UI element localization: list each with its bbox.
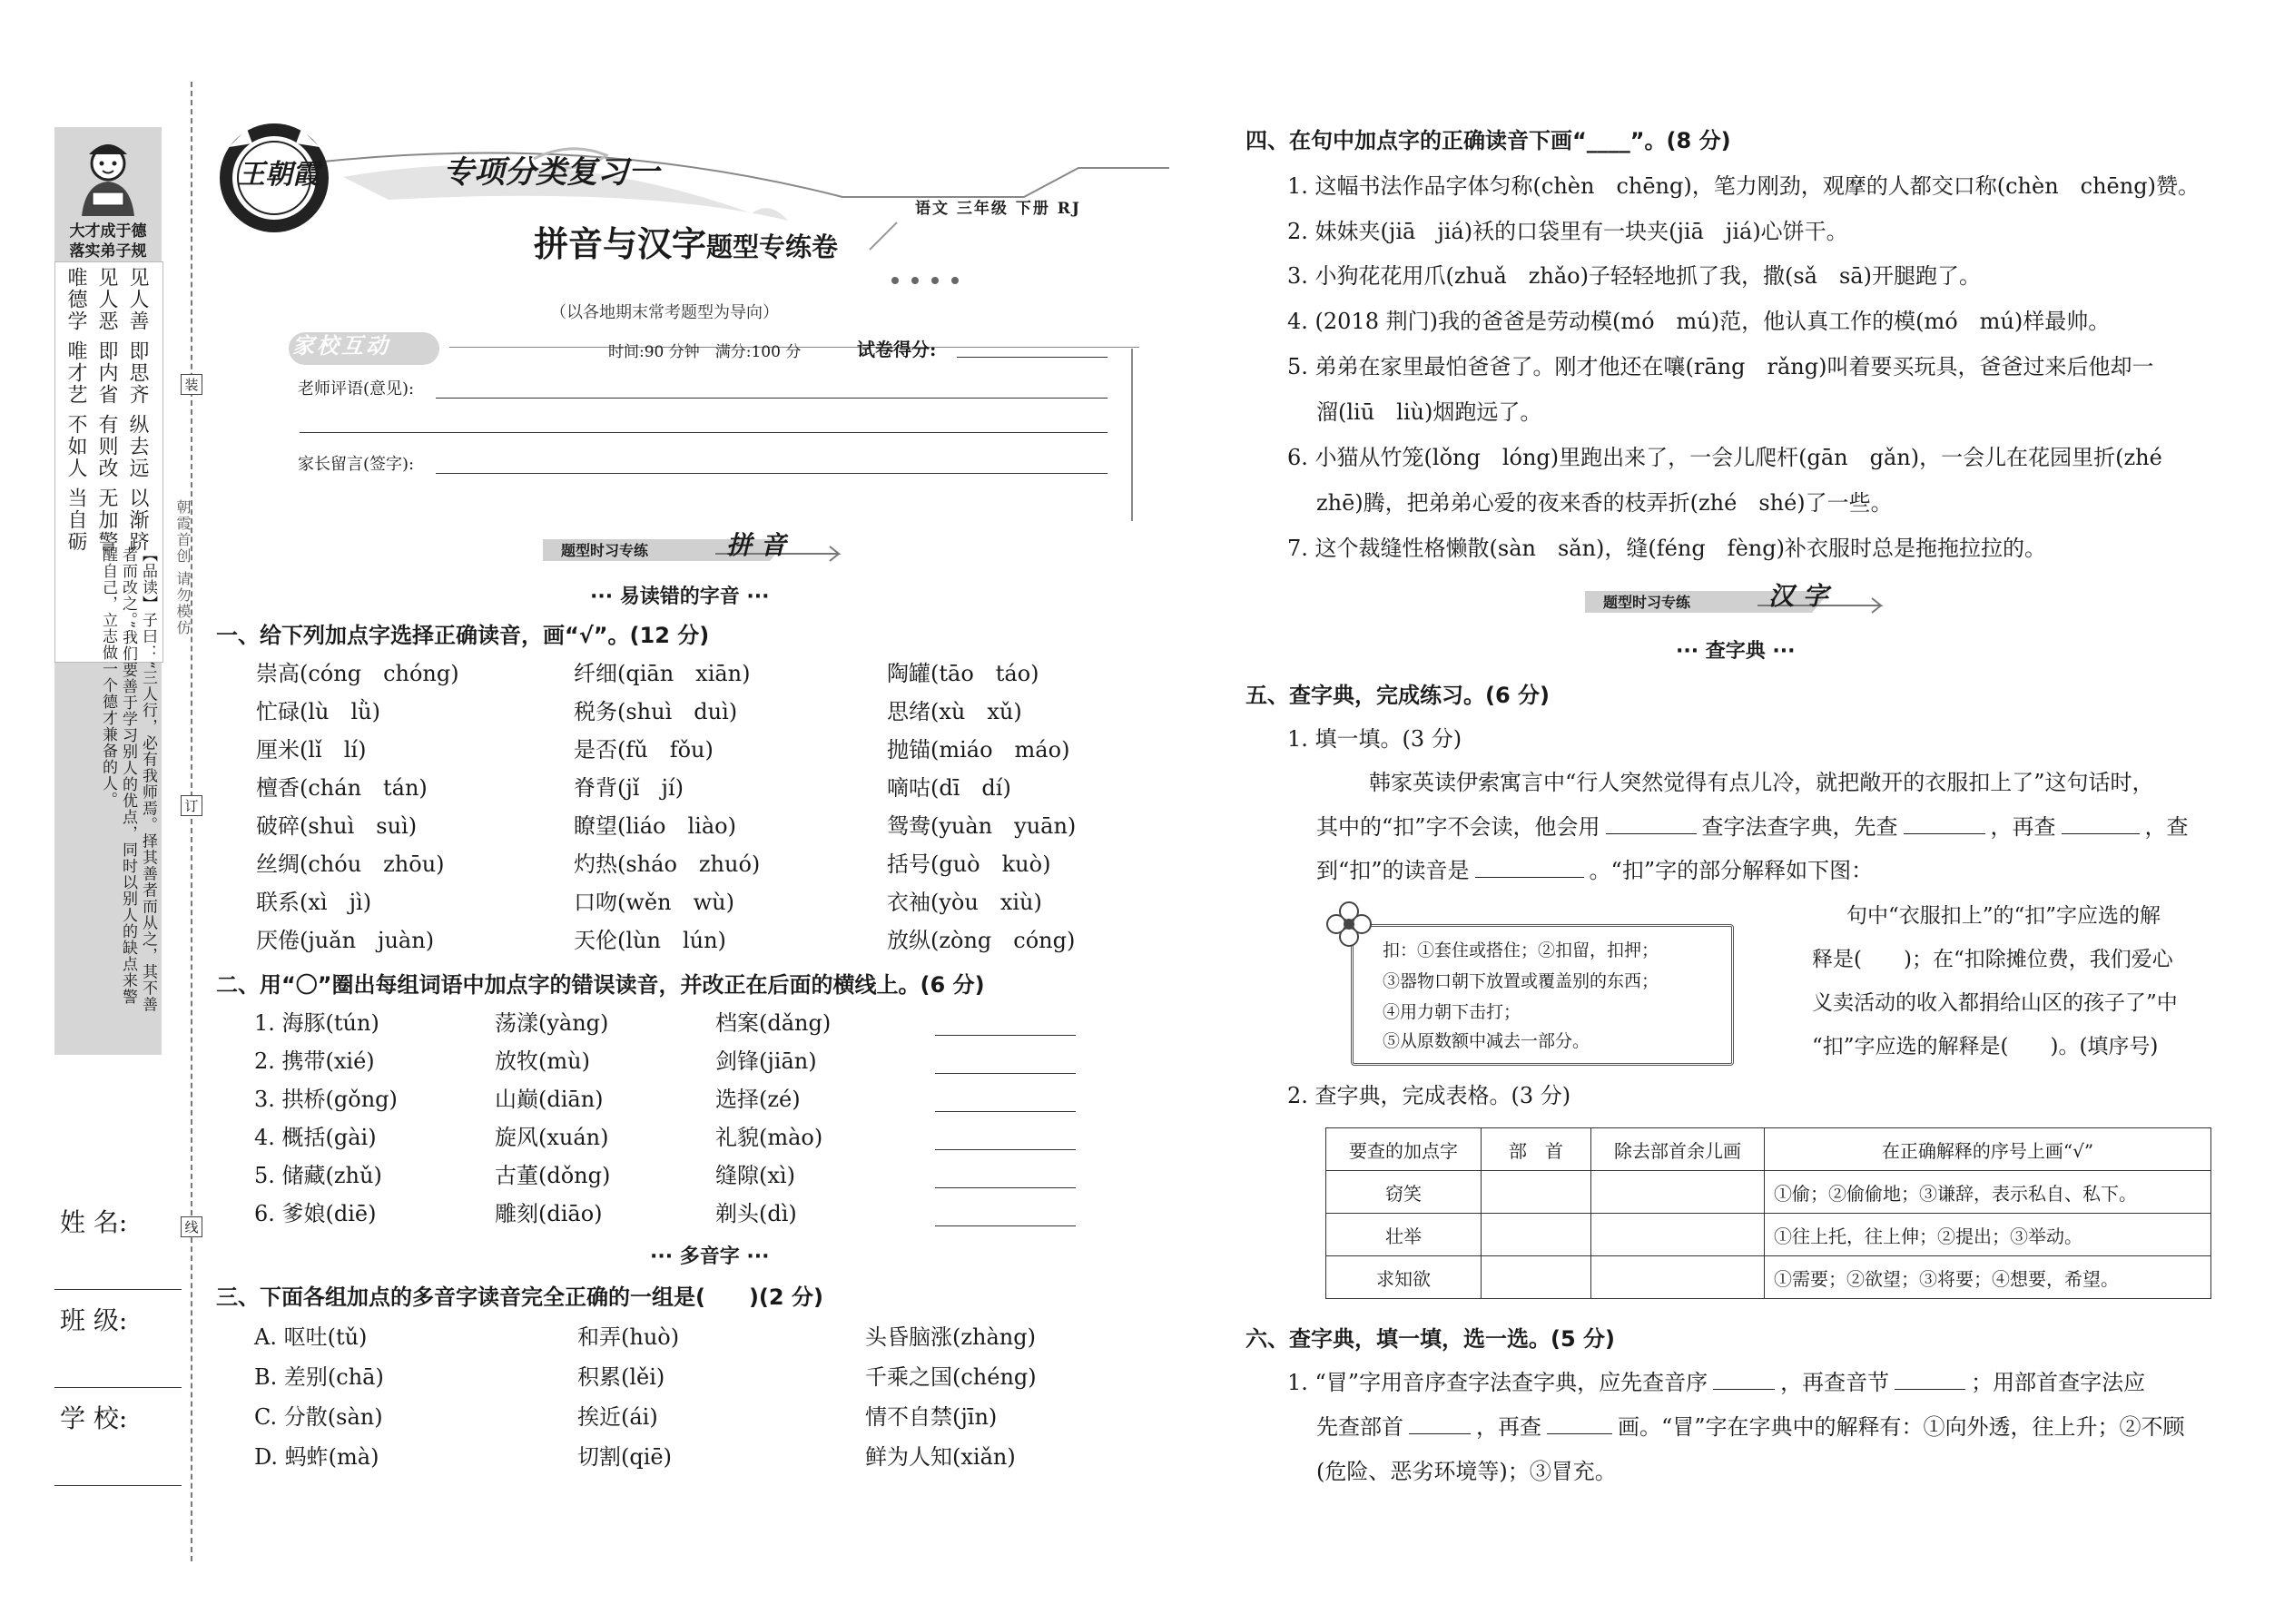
brand-logo-text: 王朝霞 bbox=[238, 159, 320, 191]
scholar-mascot-icon bbox=[73, 136, 143, 218]
q4-line[interactable]: zhē)腾，把弟弟心爱的夜来香的枝弄折(zhé shé)了一些。 bbox=[1316, 490, 1893, 516]
grade-meta: 语文 三年级 下册 RJ bbox=[915, 200, 1081, 218]
q4-line[interactable]: 3. 小狗花花用爪(zhuǎ zhǎo)子轻轻地抓了我，撒(sǎ sā)开腿跑了。 bbox=[1287, 263, 1981, 289]
motto-column: 见人善 即思齐 纵去远 以渐跻 bbox=[126, 267, 149, 553]
q2-item[interactable]: 3. 拱桥(gǒng) bbox=[254, 1087, 398, 1112]
q1-item[interactable]: 檀香(chán tán) bbox=[256, 775, 428, 801]
q5-paragraph: 其中的“扣”字不会读，他会用 查字法查字典，先查 ，再查 ，查 bbox=[1316, 814, 2189, 840]
parent-note-field[interactable] bbox=[436, 473, 1108, 474]
q1-item[interactable]: 丝绸(chóu zhōu) bbox=[256, 851, 445, 877]
table-row bbox=[1326, 1256, 2211, 1299]
definition-line: ③器物口朝下放置或覆盖别的东西； bbox=[1383, 971, 1659, 991]
q3-option: 情不自禁(jīn) bbox=[865, 1404, 998, 1430]
series-title: 专项分类复习一 bbox=[443, 154, 659, 191]
motto-line: 大才成于德 bbox=[69, 222, 147, 241]
table-cell-word: 求知欲 bbox=[1326, 1256, 1482, 1299]
band-tag: 题型时习专练 bbox=[561, 542, 649, 559]
q1-item[interactable]: 陶罐(tāo táo) bbox=[887, 661, 1039, 686]
q2-item[interactable]: 剃头(dì) bbox=[715, 1201, 797, 1226]
band-tag: 题型时习专练 bbox=[1603, 594, 1691, 611]
table-row bbox=[1326, 1171, 2211, 1214]
q5-paragraph: 韩家英读伊索寓言中“行人突然觉得有点儿冷，就把敞开的衣服扣上了”这句话时， bbox=[1369, 770, 2154, 795]
q1-item[interactable]: 灼热(sháo zhuó) bbox=[574, 851, 761, 877]
definition-line: ⑤从原数额中减去一部分。 bbox=[1383, 1031, 1590, 1051]
q1-item[interactable]: 脊背(jǐ jí) bbox=[574, 775, 684, 801]
q2-item[interactable]: 5. 储藏(zhǔ) bbox=[254, 1163, 382, 1188]
q2-item[interactable]: 荡漾(yàng) bbox=[495, 1010, 609, 1036]
cut-mark: 订 bbox=[181, 795, 202, 816]
answer-blank[interactable] bbox=[2062, 813, 2140, 834]
table-cell-word: 窃笑 bbox=[1326, 1171, 1482, 1214]
q1-item[interactable]: 纤细(qiān xiān) bbox=[574, 661, 751, 686]
table-cell-input[interactable] bbox=[1591, 1171, 1765, 1214]
jiaxiao-badge: 家校互动 bbox=[292, 333, 390, 359]
q1-item[interactable]: 瞭望(liáo liào) bbox=[574, 813, 736, 839]
page-title: 拼音与汉字题型专练卷 bbox=[534, 224, 839, 264]
pinde-text: 【品读】子曰：“三人行，必有我师焉。择其善者而从之，其不善者而改之。”我们要善于学习别人的优点，同时以别人的缺点来警醒自己，立志做一个德才兼备的人。 bbox=[99, 546, 157, 1013]
sub-heading: ··· 易读错的字音 ··· bbox=[590, 586, 770, 608]
table-header-cell: 部 首 bbox=[1482, 1128, 1591, 1171]
q3-option[interactable]: D. 蚂蚱(mà) bbox=[254, 1444, 379, 1470]
q1-item[interactable]: 嘀咕(dī dí) bbox=[887, 775, 1011, 801]
name-label: 姓 名: bbox=[60, 1207, 128, 1237]
q5-title: 五、查字典，完成练习。(6 分) bbox=[1245, 683, 1550, 708]
q4-line[interactable]: 1. 这幅书法作品字体匀称(chèn chēng)，笔力刚劲，观摩的人都交口称(chèn chēng)赞。 bbox=[1287, 173, 2200, 199]
q4-line[interactable]: 7. 这个裁缝性格懒散(sàn sǎn)，缝(féng fèng)补衣服时总是拖拖拉拉的。 bbox=[1287, 536, 2046, 561]
answer-blank[interactable] bbox=[1713, 1369, 1775, 1390]
q1-item[interactable]: 忙碌(lù lǜ) bbox=[256, 699, 380, 724]
cut-line bbox=[191, 82, 192, 1561]
q2-answer-line[interactable] bbox=[935, 1187, 1076, 1188]
q6-line: 先查部首 ，再查 画。“冒”字在字典中的解释有：①向外透，往上升；②不顾 bbox=[1316, 1414, 2185, 1440]
motto-column: 见人恶 即内省 有则改 无加警 bbox=[95, 267, 118, 553]
q5-part1: 1. 填一填。(3 分) bbox=[1287, 726, 1462, 752]
q1-title: 一、给下列加点字选择正确读音，画“√”。(12 分) bbox=[216, 623, 710, 648]
q6-title: 六、查字典，填一填，选一选。(5 分) bbox=[1245, 1326, 1615, 1352]
table-header-row bbox=[1326, 1128, 2211, 1171]
q1-item[interactable]: 崇高(cóng chóng) bbox=[256, 661, 459, 686]
q1-item[interactable]: 括号(guò kuò) bbox=[887, 851, 1051, 877]
table-cell-input[interactable] bbox=[1482, 1256, 1591, 1299]
q1-grid bbox=[256, 660, 1100, 969]
motto-line: 落实弟子规 bbox=[69, 242, 147, 261]
q1-item[interactable]: 联系(xì jì) bbox=[256, 890, 372, 915]
teacher-comment-label: 老师评语(意见): bbox=[298, 379, 415, 399]
q1-item[interactable]: 厘米(lǐ lí) bbox=[256, 737, 367, 763]
q1-item[interactable]: 衣袖(yòu xiù) bbox=[887, 890, 1042, 915]
q3-option: 和弄(huò) bbox=[577, 1324, 680, 1350]
table-header-cell: 在正确解释的序号上画“√” bbox=[1765, 1128, 2211, 1171]
answer-blank[interactable] bbox=[1895, 1369, 1965, 1390]
q2-item[interactable]: 选择(zé) bbox=[715, 1087, 801, 1112]
q1-item[interactable]: 是否(fǔ fǒu) bbox=[574, 737, 714, 763]
cut-mark: 线 bbox=[181, 1216, 202, 1237]
q3-option: 切割(qiē) bbox=[577, 1444, 672, 1470]
q2-answer-line[interactable] bbox=[935, 1111, 1076, 1112]
q3-option: 挨近(ái) bbox=[577, 1404, 658, 1430]
q1-item[interactable]: 思绪(xù xǔ) bbox=[887, 699, 1022, 724]
teacher-comment-field[interactable] bbox=[436, 398, 1108, 399]
sub-heading: ··· 查字典 ··· bbox=[1676, 640, 1796, 663]
name-field[interactable] bbox=[54, 1289, 182, 1290]
guide-note: （以各地期末常考题型为导向） bbox=[550, 303, 779, 322]
q1-item[interactable]: 天伦(lùn lún) bbox=[574, 928, 726, 953]
q1-item[interactable]: 放纵(zòng cóng) bbox=[887, 928, 1076, 953]
q2-grid bbox=[254, 1009, 1089, 1245]
table-cell-input[interactable] bbox=[1591, 1256, 1765, 1299]
table-cell-options[interactable]: ①往上托，往上伸；②提出；③举动。 bbox=[1765, 1214, 2211, 1256]
q5-paragraph: 到“扣”的读音是 。“扣”字的部分解释如下图： bbox=[1316, 858, 1874, 883]
q4-line[interactable]: 2. 妹妹夹(jiā jiá)袄的口袋里有一块夹(jiā jiá)心饼干。 bbox=[1287, 219, 1848, 244]
q3-option: 积累(lěi) bbox=[577, 1364, 665, 1390]
q2-item[interactable]: 山巅(diān) bbox=[495, 1087, 604, 1112]
q3-title: 三、下面各组加点的多音字读音完全正确的一组是( )(2 分) bbox=[216, 1284, 823, 1310]
q6-line: 1. “冒”字用音序查字法查字典，应先查音序 ，再查音节 ；用部首查字法应 bbox=[1287, 1370, 2146, 1395]
q2-item[interactable]: 放牧(mù) bbox=[495, 1048, 590, 1074]
q2-item[interactable]: 6. 爹娘(diē) bbox=[254, 1201, 377, 1226]
q3-option[interactable]: C. 分散(sàn) bbox=[254, 1404, 383, 1430]
q1-item[interactable]: 厌倦(juǎn juàn) bbox=[256, 928, 435, 953]
table-cell-options[interactable]: ①需要；②欲望；③将要；④想要，希望。 bbox=[1765, 1256, 2211, 1299]
teacher-comment-field[interactable] bbox=[300, 432, 1108, 433]
q5-side-text: 句中“衣服扣上”的“扣”字应选的解 bbox=[1846, 904, 2161, 928]
q2-item[interactable]: 剑锋(jiān) bbox=[715, 1048, 817, 1074]
score-field[interactable] bbox=[957, 357, 1108, 358]
q1-item[interactable]: 口吻(wěn wù) bbox=[574, 890, 734, 915]
q3-option[interactable]: A. 呕吐(tǔ) bbox=[254, 1324, 368, 1350]
q2-item[interactable]: 旋风(xuán) bbox=[495, 1125, 609, 1150]
exam-time: 时间:90 分钟 满分:100 分 bbox=[608, 343, 802, 361]
q2-item[interactable]: 雕刻(diāo) bbox=[495, 1201, 603, 1226]
flower-ornament-icon bbox=[1324, 899, 1374, 950]
q2-answer-line[interactable] bbox=[935, 1225, 1076, 1226]
band-title: 拼 音 bbox=[726, 530, 786, 560]
table-row bbox=[1326, 1214, 2211, 1256]
q2-answer-line[interactable] bbox=[935, 1035, 1076, 1036]
q5-side-text[interactable]: “扣”字应选的解释是( )。(填序号) bbox=[1812, 1035, 2159, 1058]
answer-blank[interactable] bbox=[1475, 857, 1584, 878]
q3-option: 鲜为人知(xiǎn) bbox=[865, 1444, 1016, 1470]
answer-blank[interactable] bbox=[1904, 813, 1985, 834]
q3-option[interactable]: B. 差别(chā) bbox=[254, 1364, 384, 1390]
q4-title: 四、在句中加点字的正确读音下画“____”。(8 分) bbox=[1245, 128, 1731, 153]
q2-item[interactable]: 4. 概括(gài) bbox=[254, 1125, 377, 1150]
answer-blank[interactable] bbox=[1409, 1413, 1471, 1434]
school-label: 学 校: bbox=[60, 1403, 128, 1433]
answer-blank[interactable] bbox=[1547, 1413, 1612, 1434]
table-cell-options[interactable]: ①偷；②偷偷地；③谦辞，表示私自、私下。 bbox=[1765, 1171, 2211, 1214]
table-cell-input[interactable] bbox=[1482, 1214, 1591, 1256]
score-label: 试卷得分: bbox=[857, 339, 937, 360]
q1-item[interactable]: 抛锚(miáo máo) bbox=[887, 737, 1070, 763]
class-label: 班 级: bbox=[60, 1305, 128, 1335]
sidebar-panel bbox=[54, 127, 162, 1055]
q5-side-text: 义卖活动的收入都捐给山区的孩子了”中 bbox=[1812, 991, 2178, 1015]
table-header-cell: 要查的加点字 bbox=[1326, 1128, 1482, 1171]
q2-item[interactable]: 古董(dǒng) bbox=[495, 1163, 611, 1188]
q4-line[interactable]: 5. 弟弟在家里最怕爸爸了。刚才他还在嚷(rāng rǎng)叫着要买玩具，爸爸过来后他却一 bbox=[1287, 354, 2154, 379]
motto-column: 唯德学 唯才艺 不如人 当自砺 bbox=[64, 267, 87, 553]
school-field[interactable] bbox=[54, 1485, 182, 1486]
band-title: 汉 字 bbox=[1768, 581, 1828, 611]
q3-grid bbox=[254, 1324, 1108, 1487]
q2-answer-line[interactable] bbox=[935, 1073, 1076, 1074]
q2-item[interactable]: 缝隙(xì) bbox=[715, 1163, 795, 1188]
table-cell-word: 壮举 bbox=[1326, 1214, 1482, 1256]
table-header-cell: 除去部首余儿画 bbox=[1591, 1128, 1765, 1171]
q2-item[interactable]: 礼貌(mào) bbox=[715, 1125, 823, 1150]
q2-answer-line[interactable] bbox=[935, 1149, 1076, 1150]
definition-box bbox=[1351, 924, 1734, 1066]
q1-item[interactable]: 税务(shuì duì) bbox=[574, 699, 738, 724]
definition-line: 扣：①套住或搭住；②扣留，扣押； bbox=[1383, 940, 1659, 960]
class-field[interactable] bbox=[54, 1387, 182, 1388]
q4-line[interactable]: 6. 小猫从竹笼(lǒng lóng)里跑出来了，一会儿爬杆(gān gǎn)，一会儿在花园里折(zhé bbox=[1287, 445, 2162, 470]
copyright-note: 朝霞首创 请勿模仿 bbox=[174, 499, 192, 637]
q4-line[interactable]: 溜(liū liù)烟跑远了。 bbox=[1316, 399, 1542, 425]
q3-option: 头昏脑涨(zhàng) bbox=[865, 1324, 1036, 1350]
q2-item[interactable]: 档案(dǎng) bbox=[715, 1010, 832, 1036]
q2-item[interactable]: 1. 海豚(tún) bbox=[254, 1010, 379, 1036]
answer-blank[interactable] bbox=[1606, 813, 1697, 834]
sub-heading: ··· 多音字 ··· bbox=[650, 1245, 770, 1268]
dictionary-table bbox=[1325, 1127, 2211, 1299]
q5-part2: 2. 查字典，完成表格。(3 分) bbox=[1287, 1083, 1571, 1108]
q2-title: 二、用“〇”圈出每组词语中加点字的错误读音，并改正在后面的横线上。(6 分) bbox=[216, 972, 985, 998]
q5-side-text[interactable]: 释是( )；在“扣除摊位费，我们爱心 bbox=[1812, 948, 2173, 971]
table-cell-input[interactable] bbox=[1482, 1171, 1591, 1214]
table-cell-input[interactable] bbox=[1591, 1214, 1765, 1256]
q1-item[interactable]: 破碎(shuì suì) bbox=[256, 813, 418, 839]
q6-line: (危险、恶劣环境等)；③冒充。 bbox=[1316, 1459, 1617, 1484]
definition-line: ④用力朝下击打； bbox=[1383, 1002, 1521, 1022]
q2-item[interactable]: 2. 携带(xié) bbox=[254, 1048, 375, 1074]
q4-line[interactable]: 4. (2018 荆门)我的爸爸是劳动模(mó mú)范，他认真工作的模(mó mú)样最帅。 bbox=[1287, 309, 2111, 334]
q3-option: 千乘之国(chéng) bbox=[865, 1364, 1037, 1390]
cut-mark: 装 bbox=[181, 374, 202, 395]
q1-item[interactable]: 鸳鸯(yuàn yuān) bbox=[887, 813, 1077, 839]
parent-note-label: 家长留言(签字): bbox=[298, 455, 415, 474]
